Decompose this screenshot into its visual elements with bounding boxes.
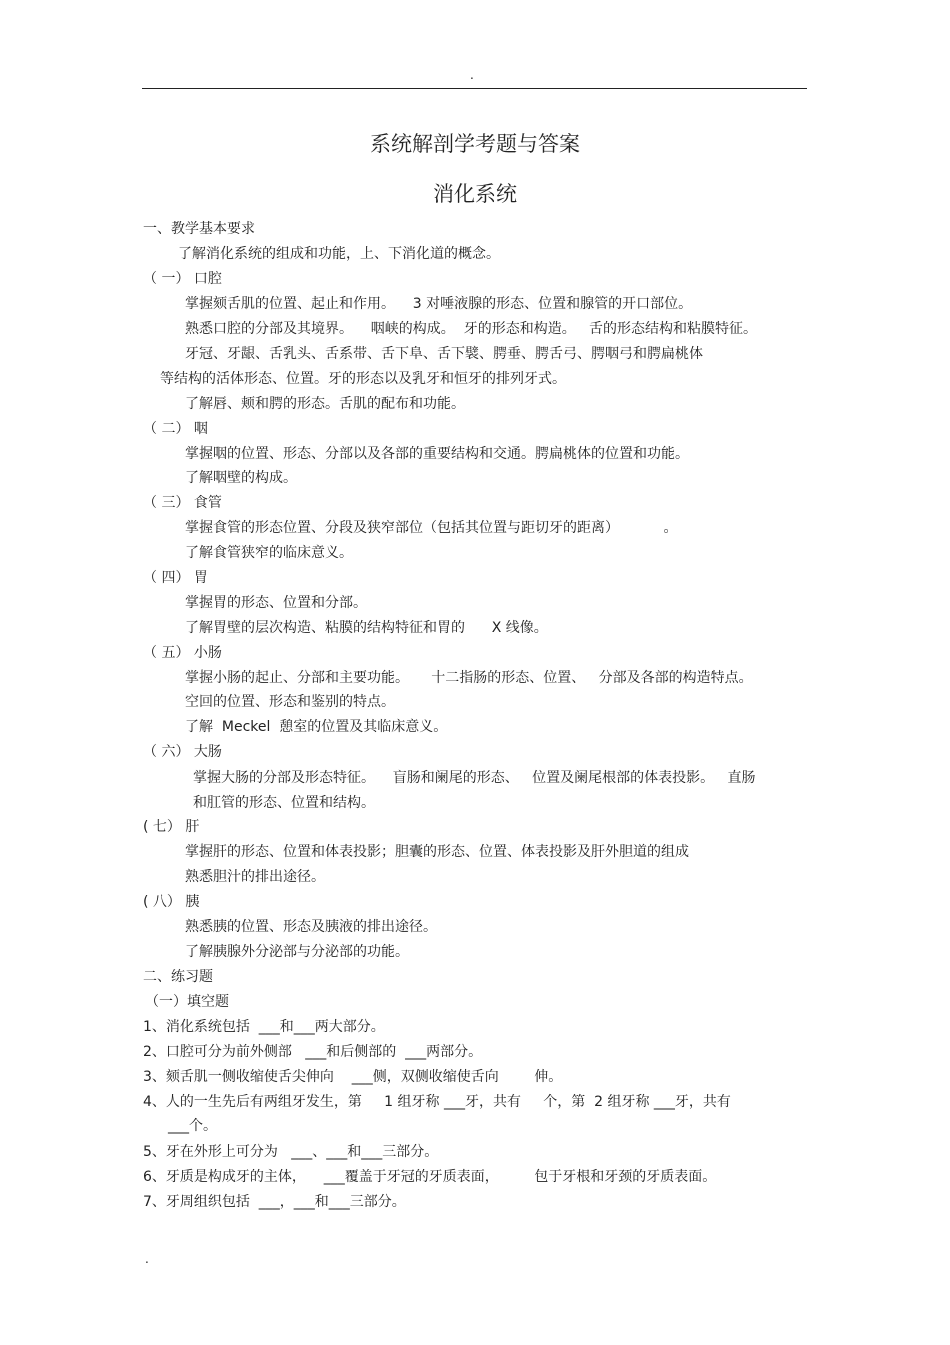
body-line: 了解唇、颊和腭的形态。舌肌的配布和功能。 — [185, 396, 465, 412]
question-line: 1、消化系统包括 ___和___两大部分。 — [143, 1019, 385, 1035]
body-line: 和肛管的形态、位置和结构。 — [193, 795, 375, 811]
body-line: 掌握肝的形态、位置和体表投影；胆囊的形态、位置、体表投影及肝外胆道的组成 — [185, 844, 689, 860]
body-line: 牙冠、牙龈、舌乳头、舌系带、舌下阜、舌下襞、腭垂、腭舌弓、腭咽弓和腭扁桃体 — [185, 346, 703, 362]
subsection-heading: （一）填空题 — [145, 994, 229, 1010]
subsection-heading: （ 五） 小肠 — [143, 645, 222, 661]
subsection-heading: ( 七） 肝 — [143, 819, 200, 835]
footer-dot: . — [145, 1252, 149, 1266]
chapter-title: 消化系统 — [433, 182, 517, 206]
body-line: 了解胰腺外分泌部与分泌部的功能。 — [185, 944, 409, 960]
subsection-heading: （ 一） 口腔 — [143, 271, 222, 287]
body-line: 空回的位置、形态和鉴别的特点。 — [185, 694, 395, 710]
body-line: 掌握食管的形态位置、分段及狭窄部位（包括其位置与距切牙的距离） 。 — [185, 520, 678, 536]
question-line: 4、人的一生先后有两组牙发生，第 1 组牙称 ___牙，共有 个，第 2 组牙称 ___牙，共有 — [143, 1094, 731, 1110]
subsection-heading: ( 八） 胰 — [143, 894, 200, 910]
question-line: 5、牙在外形上可分为 ___、___和___三部分。 — [143, 1144, 439, 1160]
document-title: 系统解剖学考题与答案 — [370, 132, 580, 156]
body-line: 掌握胃的形态、位置和分部。 — [185, 595, 367, 611]
question-line: ___个。 — [168, 1118, 217, 1134]
section-heading: 二、练习题 — [143, 969, 213, 985]
header-rule — [142, 88, 807, 89]
body-line: 了解食管狭窄的临床意义。 — [185, 545, 353, 561]
body-line: 了解咽壁的构成。 — [185, 470, 297, 486]
body-line: 了解消化系统的组成和功能，上、下消化道的概念。 — [178, 246, 500, 262]
header-dot: . — [470, 68, 474, 82]
body-line: 掌握大肠的分部及形态特征。 盲肠和阑尾的形态、 位置及阑尾根部的体表投影。 直肠 — [193, 770, 756, 786]
subsection-heading: （ 四） 胃 — [143, 570, 208, 586]
body-line: 掌握小肠的起止、分部和主要功能。 十二指肠的形态、位置、 分部及各部的构造特点。 — [185, 670, 753, 686]
question-line: 6、牙质是构成牙的主体， ___覆盖于牙冠的牙质表面， 包于牙根和牙颈的牙质表面。 — [143, 1169, 717, 1185]
body-line: 等结构的活体形态、位置。牙的形态以及乳牙和恒牙的排列牙式。 — [160, 371, 566, 387]
question-line: 3、颏舌肌一侧收缩使舌尖伸向 ___侧，双侧收缩使舌向 伸。 — [143, 1069, 563, 1085]
body-line: 熟悉胰的位置、形态及胰液的排出途径。 — [185, 919, 437, 935]
body-line: 熟悉胆汁的排出途径。 — [185, 869, 325, 885]
body-line: 了解胃壁的层次构造、粘膜的结构特征和胃的 X 线像。 — [185, 620, 548, 636]
subsection-heading: （ 六） 大肠 — [143, 744, 222, 760]
body-line: 掌握颏舌肌的位置、起止和作用。 3 对唾液腺的形态、位置和腺管的开口部位。 — [185, 296, 693, 312]
section-heading: 一、教学基本要求 — [143, 221, 255, 237]
subsection-heading: （ 二） 咽 — [143, 421, 208, 437]
body-line: 了解 Meckel 憩室的位置及其临床意义。 — [185, 719, 448, 735]
body-line: 掌握咽的位置、形态、分部以及各部的重要结构和交通。腭扁桃体的位置和功能。 — [185, 446, 689, 462]
body-line: 熟悉口腔的分部及其境界。 咽峡的构成。 牙的形态和构造。 舌的形态结构和粘膜特征。 — [185, 321, 758, 337]
question-line: 7、牙周组织包括 ___，___和___三部分。 — [143, 1194, 406, 1210]
subsection-heading: （ 三） 食管 — [143, 495, 222, 511]
question-line: 2、口腔可分为前外侧部 ___和后侧部的 ___两部分。 — [143, 1044, 483, 1060]
